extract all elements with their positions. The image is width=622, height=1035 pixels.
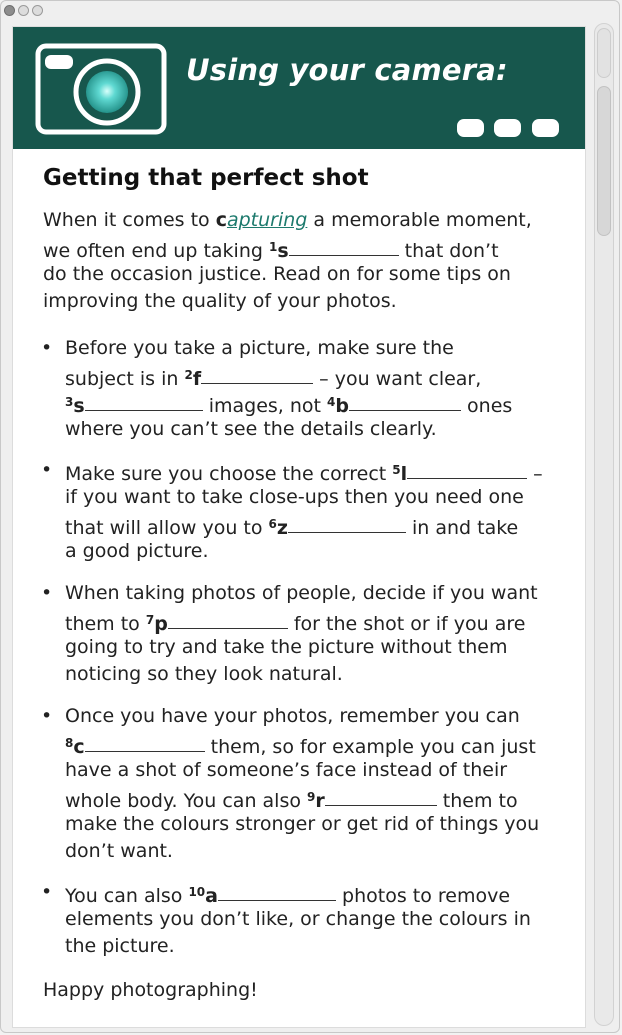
vertical-scrollbar[interactable] xyxy=(594,23,614,1026)
bullet-marker: • xyxy=(41,881,53,903)
answer-gap-6[interactable] xyxy=(288,518,406,533)
banner-title: Using your camera: xyxy=(186,53,508,87)
bullet-marker: • xyxy=(41,459,53,481)
example-answer-link: apturing xyxy=(226,209,308,231)
answer-gap-9[interactable] xyxy=(325,791,437,806)
minimize-window-button[interactable] xyxy=(18,5,29,16)
bullet-marker: • xyxy=(41,705,53,727)
answer-gap-8[interactable] xyxy=(85,737,205,752)
zoom-window-button[interactable] xyxy=(32,5,43,16)
answer-gap-2[interactable] xyxy=(201,369,313,384)
answer-gap-3[interactable] xyxy=(85,396,203,411)
bullet-marker: • xyxy=(41,582,53,604)
camera-icon xyxy=(35,43,167,135)
bullet-item-focus: Before you take a picture, make sure the subject is in $^2$f – you want clear, $^3$s images, not $^4$b ones where you can’t see the details clearly. xyxy=(65,337,513,440)
bullet-item-adjust: You can also $^{10}$a photos to remove elements you don’t like, or change the colours in the picture. xyxy=(65,885,531,957)
scrollbar-thumb[interactable] xyxy=(597,86,611,236)
intro-paragraph: When it comes to capturing a memorable moment, we often end up taking $^1$s that don’t do the occasion justice. Read on for some tips on improving the quality of your photos. xyxy=(43,209,532,312)
answer-gap-10[interactable] xyxy=(218,886,336,901)
answer-gap-1[interactable] xyxy=(289,241,399,256)
title-bar xyxy=(1,1,619,23)
page-content xyxy=(13,27,585,1027)
article-heading: Getting that perfect shot xyxy=(43,165,369,191)
scroll-up-cap[interactable] xyxy=(597,28,611,78)
bullet-item-lens: Make sure you choose the correct $^5$l – if you want to take close-ups then you need one that will allow you to $^6$z in and take a good picture. xyxy=(65,463,543,562)
bullet-item-pose: When taking photos of people, decide if you want them to $^7$p for the shot or if you are going to try and take the picture without them noticing so they look natural. xyxy=(65,582,538,685)
answer-gap-4[interactable] xyxy=(349,396,461,411)
closing-line: Happy photographing! xyxy=(43,979,258,1001)
close-window-button[interactable] xyxy=(4,5,15,16)
header-banner xyxy=(13,27,585,149)
more-dots-icon xyxy=(457,119,562,137)
answer-gap-7[interactable] xyxy=(168,614,288,629)
answer-gap-5[interactable] xyxy=(407,464,527,479)
bullet-item-crop: Once you have your photos, remember you can $^8$c them, so for example you can just have a shot of someone’s face instead of their whole body. You can also $^9$r them to make the colours stronger or get rid of things you don’t want. xyxy=(65,705,540,862)
bullet-marker: • xyxy=(41,337,53,359)
